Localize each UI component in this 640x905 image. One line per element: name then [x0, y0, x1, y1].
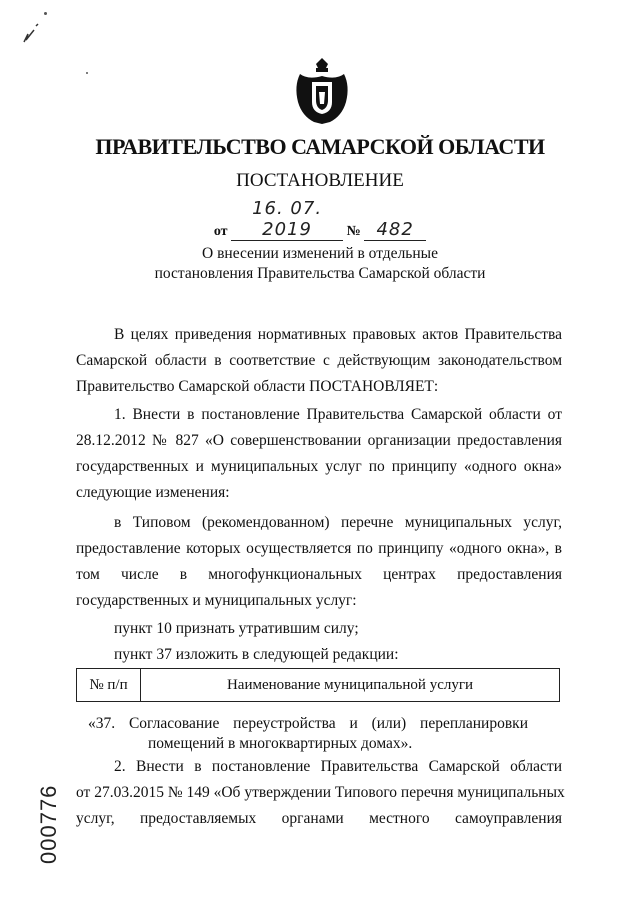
text-line: В целях приведения нормативных правовых актов Правительства — [114, 326, 562, 343]
services-table-header — [76, 668, 560, 702]
government-title: ПРАВИТЕЛЬСТВО САМАРСКОЙ ОБЛАСТИ — [95, 134, 545, 159]
number-prefix: № — [346, 224, 361, 239]
paragraph-item-2 — [76, 754, 565, 832]
archive-number: 000776 — [36, 784, 61, 864]
date-number-line — [0, 198, 640, 241]
handwritten-date: 16. 07. 2019 — [231, 198, 343, 241]
paragraph-typical-list — [76, 510, 562, 614]
text-line: Самарской области в соответствие с действующим законодательством — [76, 352, 562, 369]
item-37 — [88, 714, 528, 754]
text-line: «37. Согласование переустройства и (или) перепланировки — [88, 715, 528, 732]
document-subject — [0, 244, 640, 284]
subject-line: О внесении изменений в отдельные — [202, 245, 438, 262]
handwritten-mark — [16, 20, 46, 50]
text-line: следующие изменения: — [76, 484, 230, 501]
speck — [44, 12, 47, 15]
text-line: 1. Внести в постановление Правительства Самарской области от — [114, 406, 562, 423]
text-line: государственных и муниципальных услуг: — [76, 592, 357, 609]
text-line: 28.12.2012 № 827 «О совершенствовании организации предоставления — [76, 432, 562, 449]
text-line: в Типовом (рекомендованном) перечне муниципальных услуг, — [114, 514, 562, 531]
text-line: Правительство Самарской области ПОСТАНОВЛЯЕТ: — [76, 378, 439, 395]
text-line: услуг, предоставляемых органами местного самоуправления — [76, 810, 562, 827]
text-line: пункт 37 изложить в следующей редакции: — [114, 646, 399, 663]
date-prefix: от — [213, 224, 228, 239]
paragraph-item-1 — [76, 402, 562, 506]
table-header-service-name: Наименование муниципальной услуги — [226, 677, 474, 693]
paragraph-preamble — [76, 322, 562, 400]
paragraph-points — [76, 616, 562, 668]
text-line: государственных и муниципальных услуг по принципу «одного окна» — [76, 458, 562, 475]
text-line: пункт 10 признать утратившим силу; — [114, 620, 359, 637]
document-type: ПОСТАНОВЛЕНИЕ — [236, 170, 404, 191]
text-line: 2. Внести в постановление Правительства Самарской области — [114, 758, 562, 775]
text-line: предоставление которых осуществляется по принципу «одного окна», в — [76, 540, 562, 557]
text-line: помещений в многоквартирных домах». — [148, 735, 413, 752]
speck — [86, 72, 88, 74]
coat-of-arms-emblem — [292, 56, 352, 126]
subject-line: постановления Правительства Самарской области — [154, 265, 486, 282]
table-header-number: № п/п — [77, 669, 141, 701]
text-line: том числе в многофункциональных центрах предоставления — [76, 566, 562, 583]
handwritten-number: 482 — [364, 219, 426, 241]
text-line: от 27.03.2015 № 149 «Об утверждении Типового перечня муниципальных — [76, 784, 565, 801]
